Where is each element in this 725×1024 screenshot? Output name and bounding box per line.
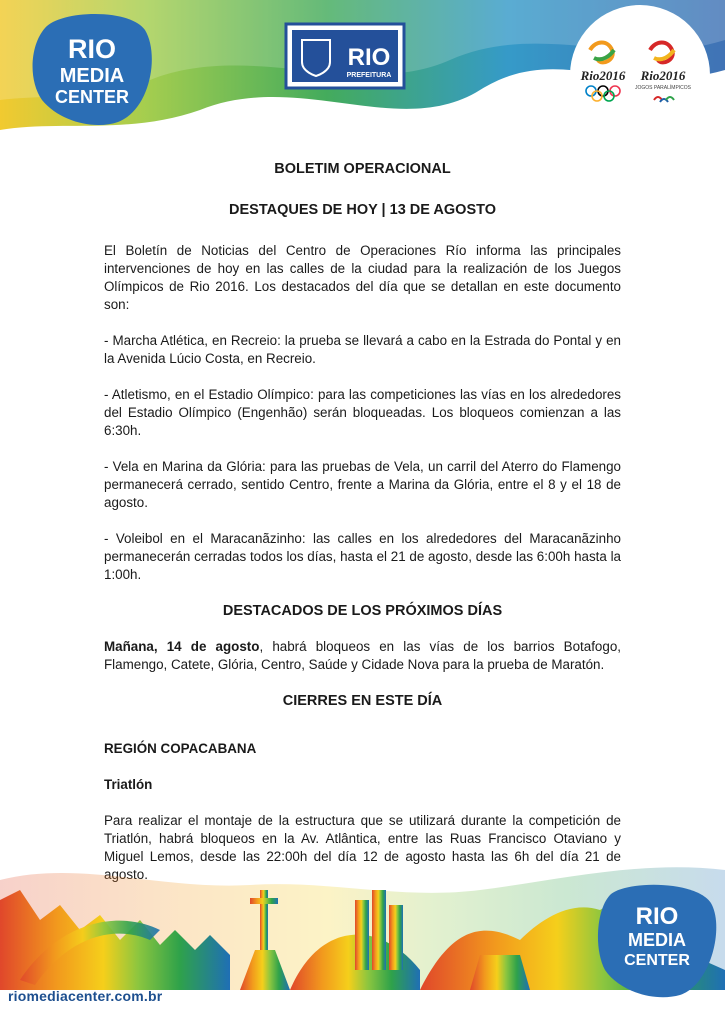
event-heading: Triatlón [104, 777, 153, 792]
logo-left-line-2: MEDIA [59, 65, 125, 87]
page-header [0, 0, 725, 140]
closures-heading: CIERRES EN ESTE DÍA [282, 693, 443, 709]
prefeitura-main: RIO [347, 44, 391, 71]
next-days-paragraph [104, 638, 621, 674]
logo-right-line-1: RIO [635, 903, 679, 930]
highlight-item: - Atletismo, en el Estadio Olímpico: para las competiciones las vías en los alrededores del Estadio Olímpico (Engenhão) serán bloqueadas. Los bloqueos comienzan a las 6:30h. [104, 387, 621, 438]
logo-left-line-1: RIO [67, 34, 117, 64]
region-heading: REGIÓN COPACABANA [104, 741, 257, 756]
paralympic-label: Rio2016 [640, 68, 686, 83]
logo-right-line-3: CENTER [624, 952, 690, 969]
next-days-date: Mañana, 14 de agosto [104, 639, 260, 654]
header-graphic [0, 0, 725, 140]
next-days-heading: DESTACADOS DE LOS PRÓXIMOS DÍAS [222, 603, 503, 619]
bulletin-body [104, 160, 621, 902]
logo-left-line-3: CENTER [54, 87, 130, 107]
highlight-item: - Marcha Atlética, en Recreio: la prueba se llevará a cabo en la Estrada do Pontal y en la Avenida Lúcio Costa, en Recreio. [104, 333, 621, 366]
intro-paragraph: El Boletín de Noticias del Centro de Operaciones Río informa las principales intervenciones de hoy en las calles de la ciudad para la realización de los Juegos Olímpicos de Rio 2016. Los destacados del día que se detallan en este documento son: [104, 243, 621, 312]
document-title: BOLETIM OPERACIONAL [274, 161, 451, 177]
document-subtitle: DESTAQUES DE HOY | 13 DE AGOSTO [229, 202, 496, 218]
next-days-text: , habrá bloqueos en las vías de los barrios Botafogo, Flamengo, Catete, Glória, Centro, Saúde y Cidade Nova para la prueba de Maratón. [104, 639, 621, 672]
highlight-item: - Voleibol en el Maracanãzinho: las calles en los alrededores del Maracanãzinho permanecerán cerradas todos los días, hasta el 21 de agosto, desde las 6:00h hasta la 1:00h. [104, 531, 621, 582]
prefeitura-sub: PREFEITURA [346, 72, 392, 79]
paralympic-sub: JOGOS PARALÍMPICOS [634, 85, 692, 91]
event-paragraph: Para realizar el montaje de la estructura que se utilizará durante la competición de Triatlón, habrá bloqueos en la Av. Atlântica, entre las Ruas Francisco Otaviano y Miguel Lemos, desde las 22:00h del día 12 de agosto hasta las 6h del día 21 de agosto. [104, 813, 621, 882]
logo-right-line-2: MEDIA [628, 930, 686, 950]
highlight-item: - Vela en Marina da Glória: para las pruebas de Vela, un carril del Aterro do Flamengo permanecerá cerrado, sentido Centro, frente a Marina da Glória, entre el 8 y el 18 de agosto. [104, 459, 621, 510]
olympic-label: Rio2016 [580, 68, 626, 83]
website-link[interactable]: riomediacenter.com.br [8, 988, 163, 1004]
